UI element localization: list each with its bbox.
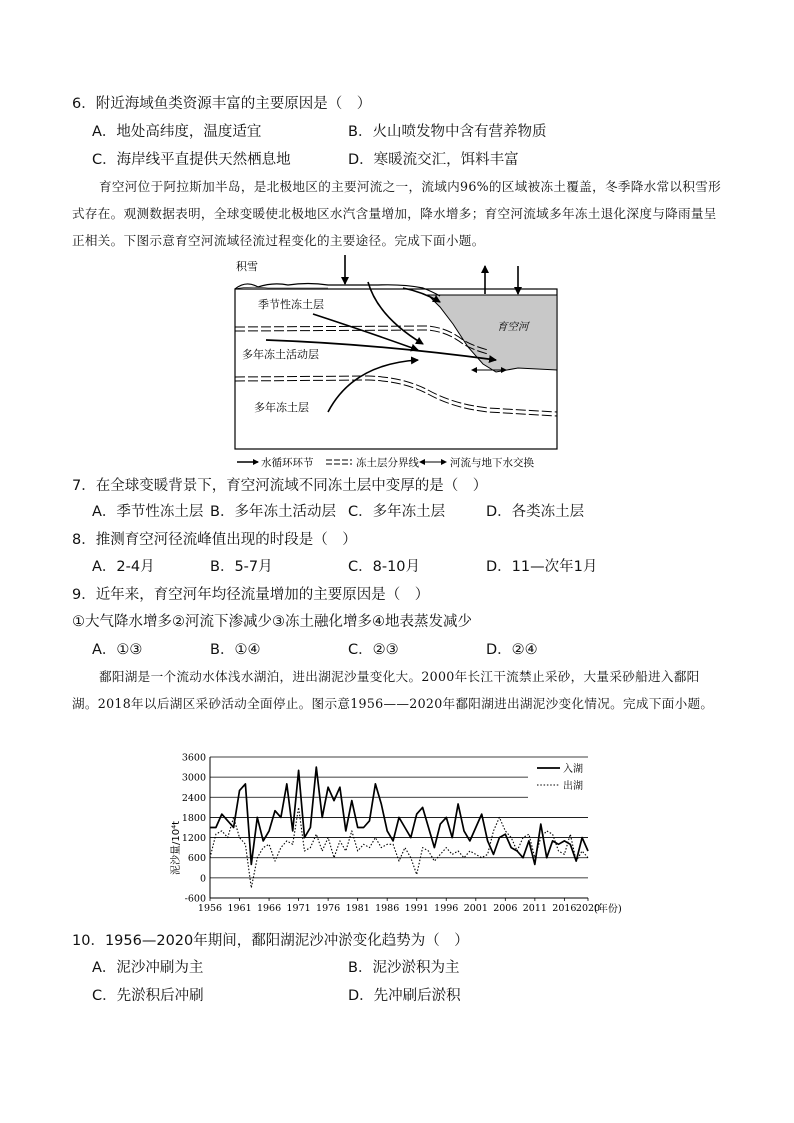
chart-y-tick-label: 1200 (181, 833, 206, 845)
label-snow: 积雪 (236, 260, 258, 273)
q8-option-b: B．5-7月 (210, 559, 273, 575)
q8-option-c: C．8-10月 (348, 559, 421, 575)
chart-x-tick-label: 1976 (316, 903, 341, 914)
chart-y-tick-label: 3600 (181, 752, 206, 764)
q6-option-a: A．地处高纬度，温度适宜 (92, 124, 262, 140)
chart-x-tick-label: 1991 (404, 903, 429, 914)
q6-option-c: C．海岸线平直提供天然栖息地 (92, 152, 291, 168)
q9-items: ①大气降水增多②河流下渗减少③冻土融化增多④地表蒸发减少 (72, 614, 472, 630)
chart-x-tick-label: 1971 (286, 903, 311, 914)
chart-x-axis-label: (年份) (594, 904, 622, 915)
q9-option-b: B．①④ (210, 642, 261, 658)
yukon-runoff-diagram (228, 252, 568, 474)
q10-option-b: B．泥沙淤积为主 (348, 960, 460, 976)
chart-x-tick-label: 2016 (552, 903, 577, 914)
q8-stem: 8．推测育空河径流峰值出现的时段是（ ） (72, 532, 357, 548)
chart-x-tick-label: 1996 (434, 903, 459, 914)
chart-y-tick-label: 3000 (181, 772, 206, 784)
chart-y-tick-label: 2400 (181, 792, 206, 804)
soil-flow-arrow (313, 314, 418, 350)
legend-cycle-label: 水循环环节 (261, 457, 314, 469)
q6-option-b: B．火山喷发物中含有营养物质 (348, 124, 547, 140)
river-area (428, 295, 557, 372)
q10-option-c: C．先淤积后冲刷 (92, 988, 204, 1004)
q9-option-d: D．②④ (486, 642, 538, 658)
label-active: 多年冻土活动层 (242, 348, 319, 361)
q7-stem: 7．在全球变暖背景下，育空河流域不同冻土层中变厚的是（ ） (72, 478, 488, 494)
q7-option-b: B．多年冻土活动层 (210, 504, 336, 520)
chart-x-tick-label: 2020 (575, 903, 601, 914)
passage-poyang: 鄱阳湖是一个流动水体浅水湖泊，进出湖泥沙量变化大。2000年长江干流禁止采砂，大量采砂船进入鄱阳湖。2018年以后湖区采砂活动全面停止。图示意1956——2020年鄱阳湖进出湖泥沙变化情况。完成下面小题。 (72, 669, 714, 711)
chart-legend-label: 出湖 (563, 781, 583, 792)
q7-option-d: D．各类冻土层 (486, 504, 585, 520)
q9-stem: 9．近年来，育空河年均径流量增加的主要原因是（ ） (72, 587, 430, 603)
label-permafrost: 多年冻土层 (254, 401, 309, 414)
chart-x-tick-label: 1986 (375, 903, 400, 914)
legend-boundary-label: 冻土层分界线 (356, 457, 419, 469)
chart-y-axis-label: 泥沙量/10⁴t (171, 820, 182, 876)
label-seasonal: 季节性冻土层 (258, 298, 324, 311)
q10-stem: 10．1956—2020年期间，鄱阳湖泥沙冲淤变化趋势为（ ） (72, 933, 469, 949)
legend-boundary-swatch (326, 460, 352, 464)
chart-x-tick-label: 2011 (522, 903, 547, 914)
q9-option-a: A．①③ (92, 642, 143, 658)
chart-x-tick-label: 2001 (463, 903, 488, 914)
q10-option-a: A．泥沙冲刷为主 (92, 960, 204, 976)
q8-option-a: A．2-4月 (92, 559, 155, 575)
chart-y-tick-label: -600 (184, 893, 206, 905)
chart-y-tick-label: 600 (187, 853, 206, 865)
legend-exchange-label: 河流与地下水交换 (450, 457, 534, 469)
q7-option-c: C．多年冻土层 (348, 504, 446, 520)
q6-stem: 6．附近海域鱼类资源丰富的主要原因是（ ） (72, 96, 372, 112)
chart-y-tick-label: 0 (199, 873, 206, 885)
chart-x-tick-label: 1961 (227, 903, 252, 914)
q7-option-a: A．季节性冻土层 (92, 504, 204, 520)
chart-x-tick-label: 1956 (197, 903, 223, 914)
chart-legend-label: 入湖 (563, 764, 583, 775)
chart-x-tick-label: 1966 (256, 903, 282, 914)
label-river: 育空河 (497, 321, 529, 333)
q8-option-d: D．11—次年1月 (486, 559, 598, 575)
q6-option-d: D．寒暖流交汇，饵料丰富 (348, 152, 519, 168)
sediment-line-chart (168, 748, 638, 920)
passage-yukon: 育空河位于阿拉斯加半岛，是北极地区的主要河流之一，流域内96%的区域被冻土覆盖，冬季降水常以积雪形式存在。观测数据表明，全球变暖使北极地区水汽含量增加，降水增多；育空河流域多年冻土退化深度与降雨量呈正相关。下图示意育空河流域径流过程变化的主要途径。完成下面小题。 (72, 179, 722, 248)
permafrost-melt-arrow (328, 360, 418, 412)
q10-option-d: D．先冲刷后淤积 (348, 988, 461, 1004)
q9-option-c: C．②③ (348, 642, 399, 658)
chart-x-tick-label: 2006 (493, 903, 518, 914)
chart-y-tick-label: 1800 (181, 812, 206, 824)
chart-x-tick-label: 1981 (345, 903, 370, 914)
